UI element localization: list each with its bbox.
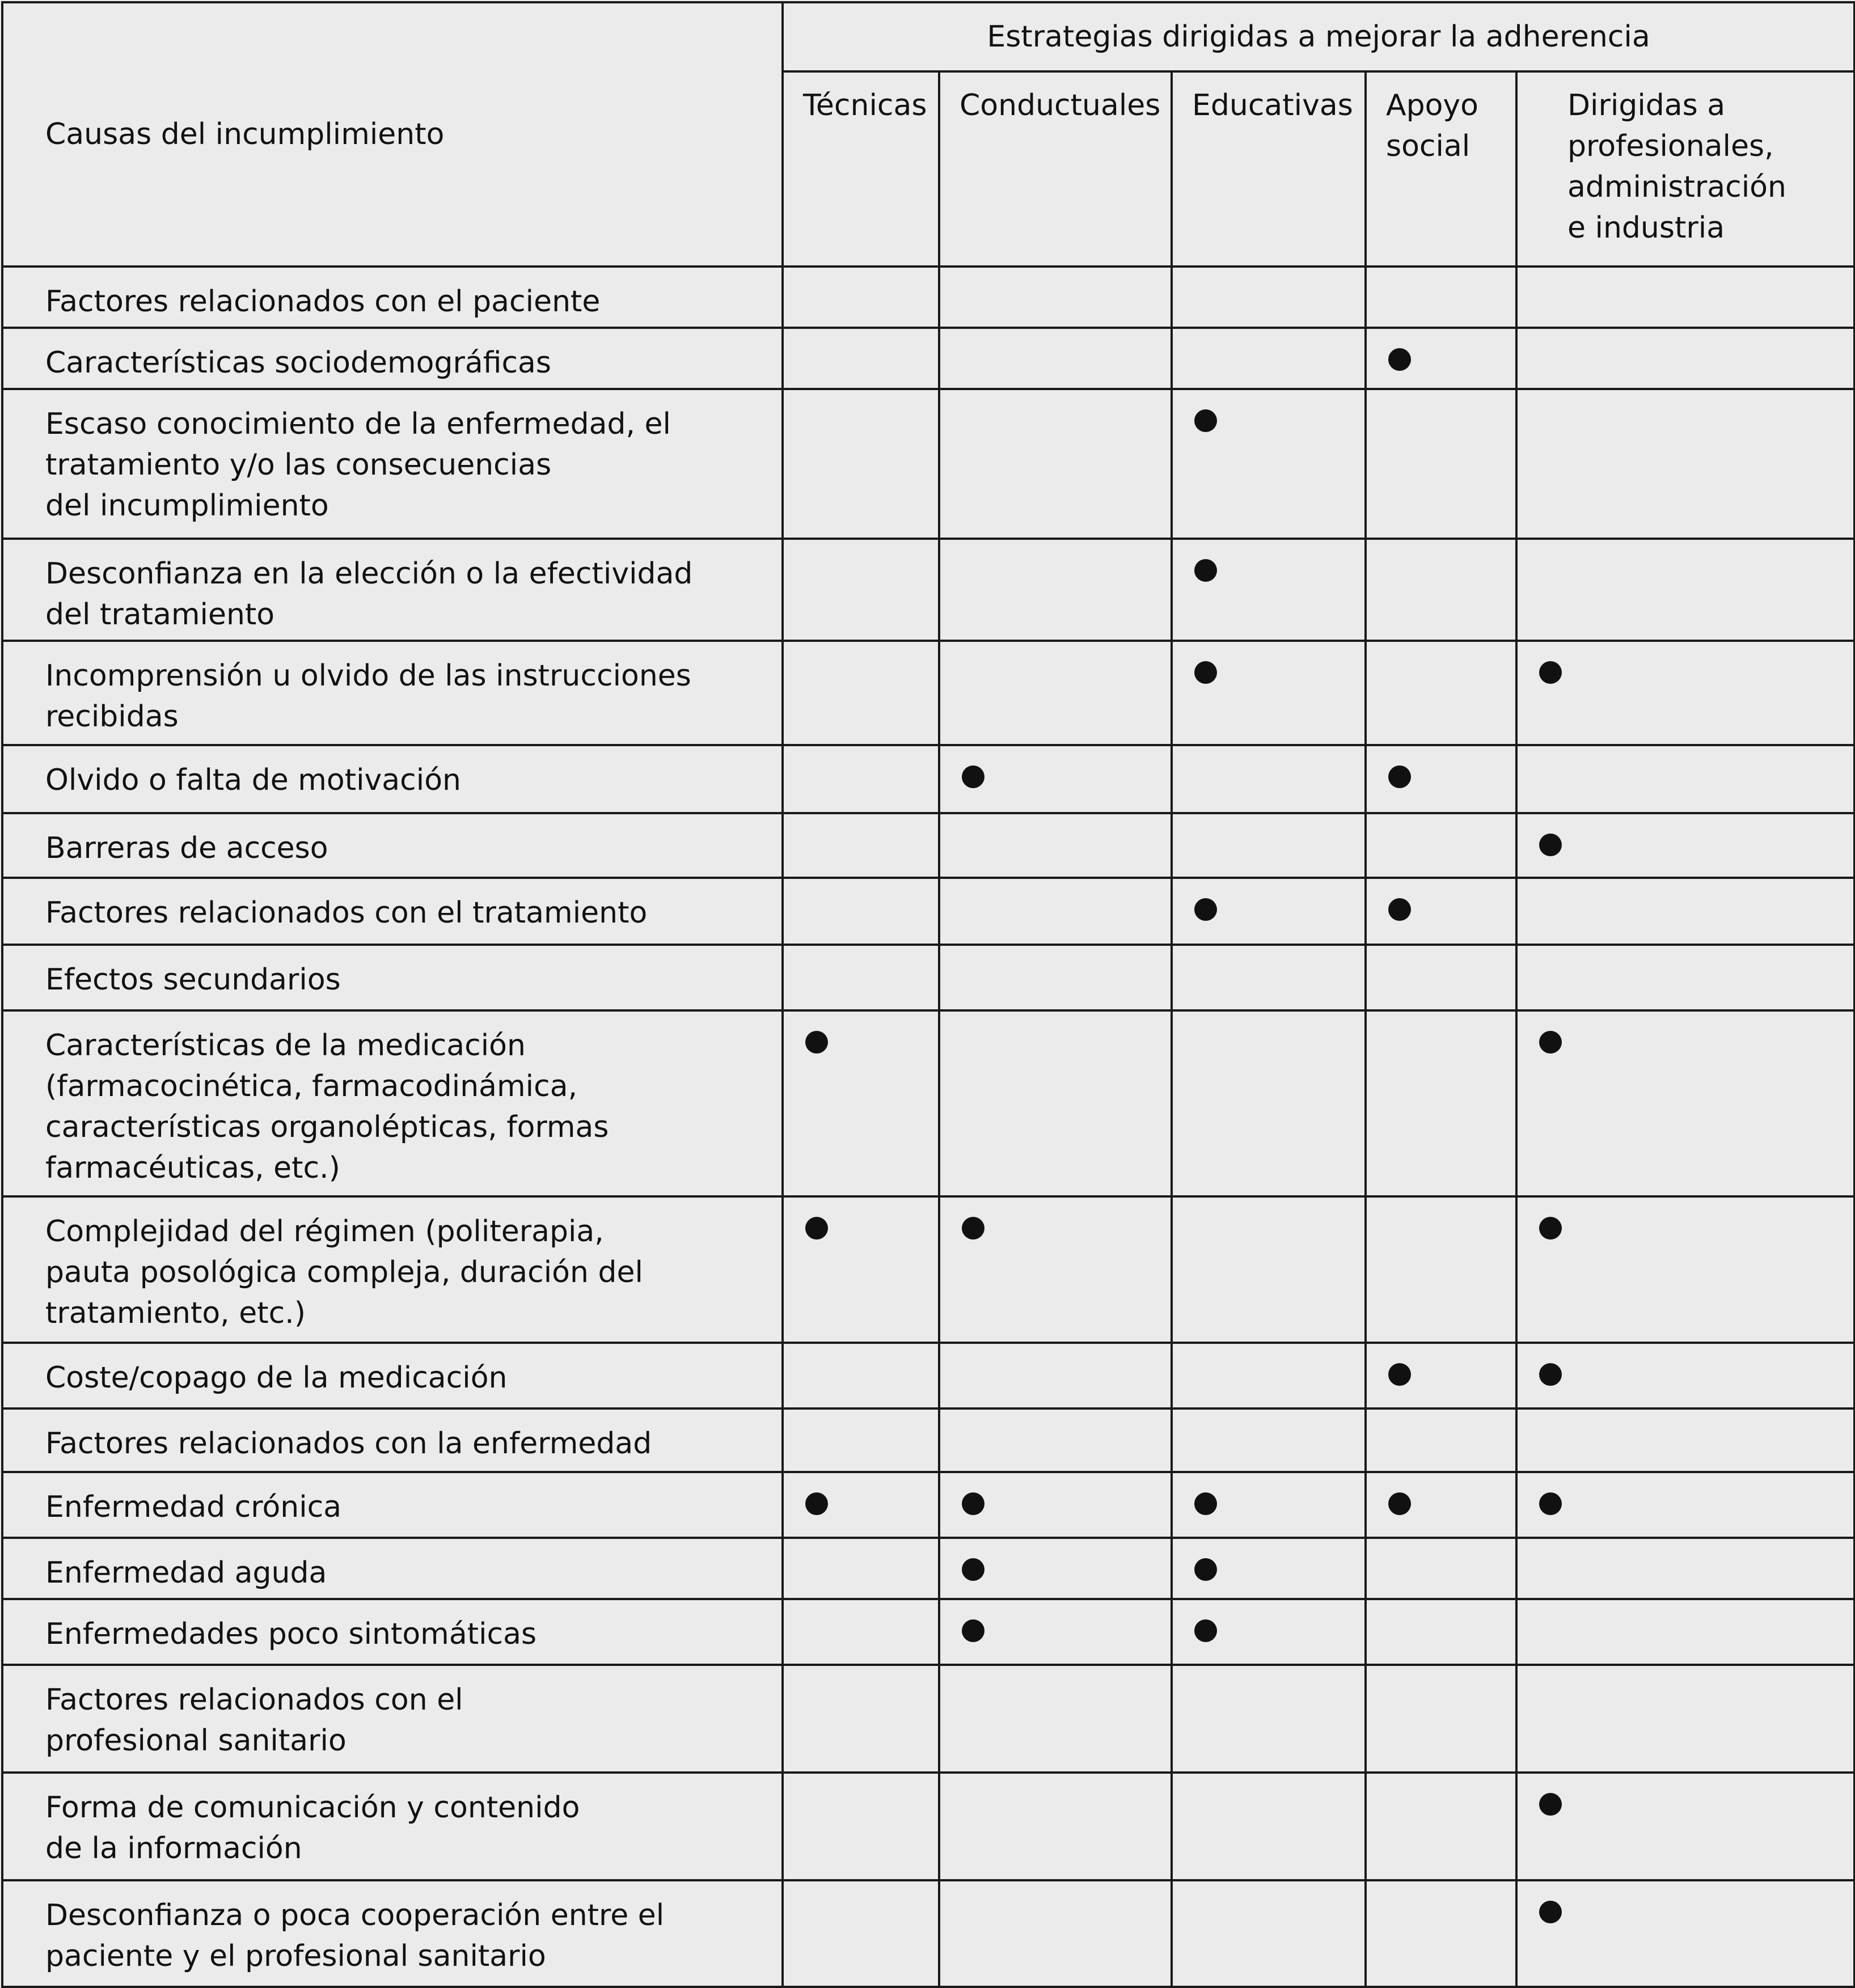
strategy-cell bbox=[1516, 267, 1854, 328]
strategy-cell bbox=[1516, 1010, 1854, 1196]
bullet-dot-icon bbox=[1539, 1363, 1562, 1386]
strategy-cell bbox=[939, 813, 1172, 878]
strategy-cell bbox=[939, 1538, 1172, 1599]
strategy-cell bbox=[1516, 1472, 1854, 1538]
strategy-cell bbox=[1366, 267, 1516, 328]
strategy-cell bbox=[1366, 813, 1516, 878]
strategy-cell bbox=[1516, 641, 1854, 745]
column-header-educativas: Educativas bbox=[1172, 71, 1366, 267]
strategy-cell bbox=[1516, 745, 1854, 813]
strategy-cell bbox=[783, 641, 939, 745]
strategy-cell bbox=[939, 1880, 1172, 1987]
column-header-tecnicas: Técnicas bbox=[783, 71, 939, 267]
bullet-dot-icon bbox=[1388, 1492, 1411, 1515]
strategy-cell bbox=[1366, 1472, 1516, 1538]
table-row bbox=[2, 389, 1854, 539]
bullet-dot-icon bbox=[962, 1619, 984, 1642]
cause-cell: Efectos secundarios bbox=[2, 945, 783, 1010]
strategy-cell bbox=[1172, 1343, 1366, 1408]
cause-cell: Complejidad del régimen (politerapia, pauta posológica compleja, duración del tratamiento, etc.) bbox=[2, 1196, 783, 1343]
strategy-cell bbox=[939, 1665, 1172, 1773]
table-row bbox=[2, 1196, 1854, 1343]
table-row bbox=[2, 1010, 1854, 1196]
cause-cell: Enfermedad aguda bbox=[2, 1538, 783, 1599]
strategy-cell bbox=[1366, 328, 1516, 389]
cause-cell: Características sociodemográficas bbox=[2, 328, 783, 389]
cause-cell: Coste/copago de la medicación bbox=[2, 1343, 783, 1408]
strategy-cell bbox=[1172, 1880, 1366, 1987]
bullet-dot-icon bbox=[1194, 898, 1217, 921]
table-row bbox=[2, 539, 1854, 641]
strategy-cell bbox=[1516, 1665, 1854, 1773]
strategy-cell bbox=[939, 1343, 1172, 1408]
strategy-cell bbox=[783, 1880, 939, 1987]
strategy-cell bbox=[1172, 1538, 1366, 1599]
strategy-cell bbox=[783, 1773, 939, 1880]
strategy-cell bbox=[1366, 1343, 1516, 1408]
bullet-dot-icon bbox=[1194, 1492, 1217, 1515]
cause-cell: Barreras de acceso bbox=[2, 813, 783, 878]
strategy-cell bbox=[1366, 1010, 1516, 1196]
strategy-cell bbox=[939, 539, 1172, 641]
strategy-cell bbox=[1172, 745, 1366, 813]
strategy-cell bbox=[1172, 267, 1366, 328]
column-header-dirigidas: Dirigidas a profesionales, administración e industria bbox=[1516, 71, 1854, 267]
bullet-dot-icon bbox=[962, 1558, 984, 1581]
strategy-cell bbox=[1516, 813, 1854, 878]
table-row bbox=[2, 328, 1854, 389]
strategy-cell bbox=[1366, 641, 1516, 745]
strategy-cell bbox=[783, 1196, 939, 1343]
strategy-cell bbox=[1516, 1538, 1854, 1599]
strategy-cell bbox=[1516, 945, 1854, 1010]
strategy-cell bbox=[1366, 878, 1516, 945]
strategy-cell bbox=[1172, 539, 1366, 641]
strategy-cell bbox=[939, 945, 1172, 1010]
bullet-dot-icon bbox=[962, 1217, 984, 1240]
strategy-cell bbox=[1172, 945, 1366, 1010]
table-row bbox=[2, 1665, 1854, 1773]
bullet-dot-icon bbox=[1194, 559, 1217, 582]
cause-cell: Factores relacionados con el tratamiento bbox=[2, 878, 783, 945]
bullet-dot-icon bbox=[1539, 1492, 1562, 1515]
strategy-cell bbox=[1366, 1665, 1516, 1773]
strategy-cell bbox=[1516, 539, 1854, 641]
strategy-cell bbox=[939, 1472, 1172, 1538]
bullet-dot-icon bbox=[805, 1031, 828, 1054]
bullet-dot-icon bbox=[1194, 1558, 1217, 1581]
cause-cell: Olvido o falta de motivación bbox=[2, 745, 783, 813]
strategy-cell bbox=[1366, 1599, 1516, 1665]
strategy-cell bbox=[783, 1665, 939, 1773]
strategy-cell bbox=[1516, 1343, 1854, 1408]
bullet-dot-icon bbox=[1388, 1363, 1411, 1386]
table-row bbox=[2, 1773, 1854, 1880]
strategy-cell bbox=[939, 389, 1172, 539]
strategy-cell bbox=[783, 389, 939, 539]
strategy-cell bbox=[1516, 389, 1854, 539]
bullet-dot-icon bbox=[1194, 661, 1217, 684]
strategy-cell bbox=[1516, 328, 1854, 389]
table-row bbox=[2, 813, 1854, 878]
strategy-cell bbox=[939, 1599, 1172, 1665]
strategy-cell bbox=[1172, 1010, 1366, 1196]
strategies-group-header: Estrategias dirigidas a mejorar la adherencia bbox=[783, 2, 1854, 71]
strategy-cell bbox=[783, 945, 939, 1010]
table-row bbox=[2, 641, 1854, 745]
cause-cell: Enfermedad crónica bbox=[2, 1472, 783, 1538]
strategy-cell bbox=[939, 1196, 1172, 1343]
strategy-cell bbox=[1366, 1880, 1516, 1987]
table-row bbox=[2, 878, 1854, 945]
strategy-cell bbox=[939, 267, 1172, 328]
table-row bbox=[2, 1538, 1854, 1599]
strategy-cell bbox=[783, 1408, 939, 1472]
strategy-cell bbox=[939, 745, 1172, 813]
bullet-dot-icon bbox=[1539, 1901, 1562, 1923]
causes-header: Causas del incumplimiento bbox=[2, 2, 783, 267]
table-row bbox=[2, 267, 1854, 328]
strategy-cell bbox=[783, 878, 939, 945]
strategy-cell bbox=[1366, 1408, 1516, 1472]
table-row bbox=[2, 1880, 1854, 1987]
strategy-cell bbox=[1516, 1880, 1854, 1987]
strategy-cell bbox=[1366, 1196, 1516, 1343]
bullet-dot-icon bbox=[1388, 348, 1411, 371]
table-row bbox=[2, 745, 1854, 813]
bullet-dot-icon bbox=[962, 1492, 984, 1515]
strategy-cell bbox=[1172, 1665, 1366, 1773]
bullet-dot-icon bbox=[1539, 661, 1562, 684]
cause-cell: Forma de comunicación y contenido de la información bbox=[2, 1773, 783, 1880]
strategy-cell bbox=[783, 1599, 939, 1665]
strategy-cell bbox=[1172, 878, 1366, 945]
cause-cell: Incomprensión u olvido de las instrucciones recibidas bbox=[2, 641, 783, 745]
strategy-cell bbox=[1366, 539, 1516, 641]
strategy-cell bbox=[1172, 641, 1366, 745]
strategy-cell bbox=[1366, 1538, 1516, 1599]
strategy-cell bbox=[1172, 1472, 1366, 1538]
strategy-cell bbox=[939, 1408, 1172, 1472]
cause-cell: Factores relacionados con el profesional sanitario bbox=[2, 1665, 783, 1773]
strategy-cell bbox=[783, 1538, 939, 1599]
strategy-cell bbox=[783, 745, 939, 813]
strategy-cell bbox=[1516, 878, 1854, 945]
bullet-dot-icon bbox=[1539, 1031, 1562, 1054]
strategy-cell bbox=[1516, 1773, 1854, 1880]
strategy-cell bbox=[783, 1343, 939, 1408]
bullet-dot-icon bbox=[962, 765, 984, 788]
strategy-cell bbox=[783, 539, 939, 641]
table-row bbox=[2, 1408, 1854, 1472]
bullet-dot-icon bbox=[1539, 1217, 1562, 1240]
strategy-cell bbox=[1172, 328, 1366, 389]
bullet-dot-icon bbox=[1388, 898, 1411, 921]
strategy-cell bbox=[1172, 389, 1366, 539]
table-row bbox=[2, 1343, 1854, 1408]
bullet-dot-icon bbox=[805, 1492, 828, 1515]
bullet-dot-icon bbox=[1194, 409, 1217, 432]
table-row bbox=[2, 1599, 1854, 1665]
cause-cell: Características de la medicación (farmacocinética, farmacodinámica, características organolépticas, formas farmacéuticas, etc.) bbox=[2, 1010, 783, 1196]
strategy-cell bbox=[1172, 1196, 1366, 1343]
strategy-cell bbox=[1366, 745, 1516, 813]
strategy-cell bbox=[783, 328, 939, 389]
strategy-cell bbox=[1172, 813, 1366, 878]
strategy-cell bbox=[939, 1010, 1172, 1196]
strategy-cell bbox=[783, 1472, 939, 1538]
bullet-dot-icon bbox=[1539, 1793, 1562, 1816]
strategy-cell bbox=[939, 641, 1172, 745]
strategy-cell bbox=[1172, 1773, 1366, 1880]
strategy-cell bbox=[1172, 1599, 1366, 1665]
cause-cell: Factores relacionados con el paciente bbox=[2, 267, 783, 328]
cause-cell: Desconfianza o poca cooperación entre el paciente y el profesional sanitario bbox=[2, 1880, 783, 1987]
cause-cell: Factores relacionados con la enfermedad bbox=[2, 1408, 783, 1472]
column-header-conductuales: Conductuales bbox=[939, 71, 1172, 267]
strategy-cell bbox=[939, 328, 1172, 389]
column-header-apoyo-social: Apoyo social bbox=[1366, 71, 1516, 267]
bullet-dot-icon bbox=[1194, 1619, 1217, 1642]
strategy-cell bbox=[1516, 1408, 1854, 1472]
strategy-cell bbox=[1516, 1599, 1854, 1665]
strategy-cell bbox=[939, 878, 1172, 945]
cause-cell: Desconfianza en la elección o la efectividad del tratamiento bbox=[2, 539, 783, 641]
strategy-cell bbox=[783, 267, 939, 328]
strategy-cell bbox=[783, 813, 939, 878]
cause-cell: Escaso conocimiento de la enfermedad, el tratamiento y/o las consecuencias del incumplimiento bbox=[2, 389, 783, 539]
bullet-dot-icon bbox=[1388, 765, 1411, 788]
table-row bbox=[2, 1472, 1854, 1538]
strategy-cell bbox=[1366, 389, 1516, 539]
adherence-strategies-table bbox=[1, 1, 1855, 1988]
bullet-dot-icon bbox=[805, 1217, 828, 1240]
cause-cell: Enfermedades poco sintomáticas bbox=[2, 1599, 783, 1665]
bullet-dot-icon bbox=[1539, 834, 1562, 856]
strategy-cell bbox=[1366, 945, 1516, 1010]
strategy-cell bbox=[783, 1010, 939, 1196]
strategy-cell bbox=[939, 1773, 1172, 1880]
table-row bbox=[2, 945, 1854, 1010]
strategy-cell bbox=[1516, 1196, 1854, 1343]
strategy-cell bbox=[1172, 1408, 1366, 1472]
strategy-cell bbox=[1366, 1773, 1516, 1880]
